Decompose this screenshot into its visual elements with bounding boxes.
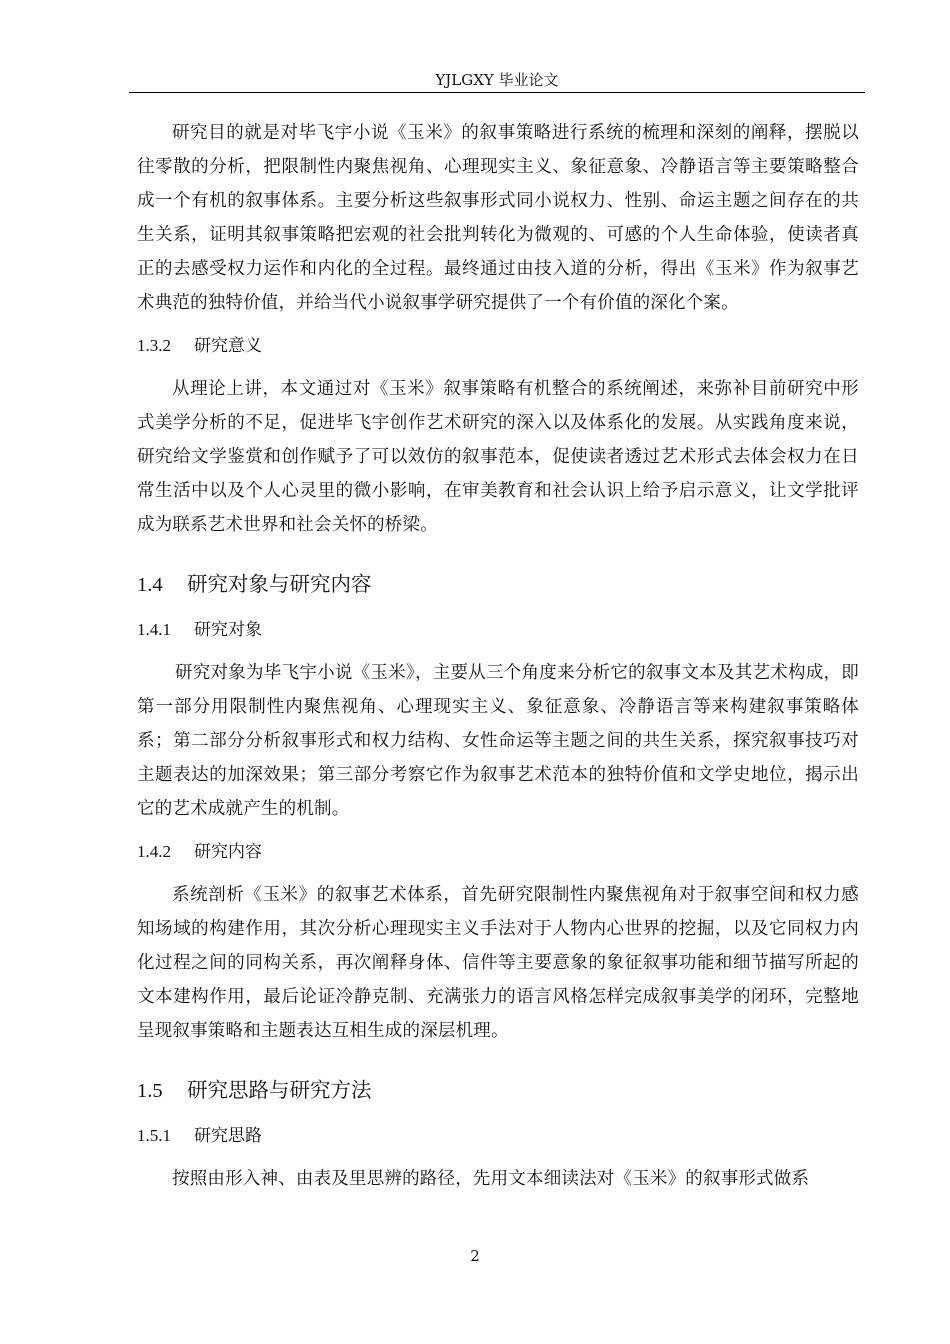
heading-1-5-1 [137, 1124, 859, 1148]
heading-1-3-2 [137, 334, 859, 358]
paragraph-research-content: 系统剖析《玉米》的叙事艺术体系，首先研究限制性内聚焦视角对于叙事空间和权力感知场域的构建作用，其次分析心理现实主义手法对于人物内心世界的挖掘，以及它同权力内化过程之间的同构关系，再次阐释身体、信件等主要意象的象征叙事功能和细节描写所起的文本建构作用，最后论证冷静克制、充满张力的语言风格怎样完成叙事美学的闭环，完整地呈现叙事策略和主题表达互相生成的深层机理。 [137, 885, 859, 1041]
heading-1-4-2 [137, 840, 859, 864]
paragraph-research-purpose: 研究目的就是对毕飞宇小说《玉米》的叙事策略进行系统的梳理和深刻的阐释，摆脱以往零散的分析，把限制性内聚焦视角、心理现实主义、象征意象、冷静语言等主要策略整合成一个有机的叙事体系。主要分析这些叙事形式同小说权力、性别、命运主题之间存在的共生关系，证明其叙事策略把宏观的社会批判转化为微观的、可感的个人生命体验，使读者真正的去感受权力运作和内化的全过程。最终通过由技入道的分析，得出《玉米》作为叙事艺术典范的独特价值，并给当代小说叙事学研究提供了一个有价值的深化个案。 [137, 123, 859, 313]
heading-title: 研究思路 [194, 1126, 262, 1145]
body-content [137, 116, 859, 1196]
heading-title: 研究对象与研究内容 [187, 574, 372, 596]
heading-1-4 [137, 570, 859, 600]
heading-number: 1.4.2 [137, 842, 171, 861]
heading-1-4-1 [137, 618, 859, 642]
heading-1-5 [137, 1076, 859, 1106]
paragraph-research-object: 研究对象为毕飞宇小说《玉米》，主要从三个角度来分析它的叙事文本及其艺术构成，即第一部分用限制性内聚焦视角、心理现实主义、象征意象、冷静语言等来构建叙事策略体系；第二部分分析叙事形式和权力结构、女性命运等主题之间的共生关系，探究叙事技巧对主题表达的加深效果；第三部分考察它作为叙事艺术范本的独特价值和文学史地位，揭示出它的艺术成就产生的机制。 [137, 663, 859, 819]
heading-title: 研究意义 [194, 336, 262, 355]
heading-number: 1.5 [137, 1080, 163, 1102]
heading-title: 研究思路与研究方法 [187, 1080, 372, 1102]
heading-number: 1.4.1 [137, 620, 171, 639]
paragraph-research-significance: 从理论上讲，本文通过对《玉米》叙事策略有机整合的系统阐述，来弥补目前研究中形式美学分析的不足，促进毕飞宇创作艺术研究的深入以及体系化的发展。从实践角度来说，研究给文学鉴赏和创作赋予了可以效仿的叙事范本，促使读者透过艺术形式去体会权力在日常生活中以及个人心灵里的微小影响，在审美教育和社会认识上给予启示意义，让文学批评成为联系艺术世界和社会关怀的桥梁。 [137, 379, 859, 535]
heading-number: 1.4 [137, 574, 163, 596]
paragraph-research-approach: 按照由形入神、由表及里思辨的路径，先用文本细读法对《玉米》的叙事形式做系 [172, 1169, 810, 1189]
heading-number: 1.3.2 [137, 336, 171, 355]
heading-number: 1.5.1 [137, 1126, 171, 1145]
heading-title: 研究内容 [194, 842, 262, 861]
page-number: 2 [470, 1247, 480, 1265]
header-rule [129, 92, 865, 93]
heading-title: 研究对象 [194, 620, 262, 639]
page-header: YJLGXY 毕业论文 [435, 71, 559, 89]
